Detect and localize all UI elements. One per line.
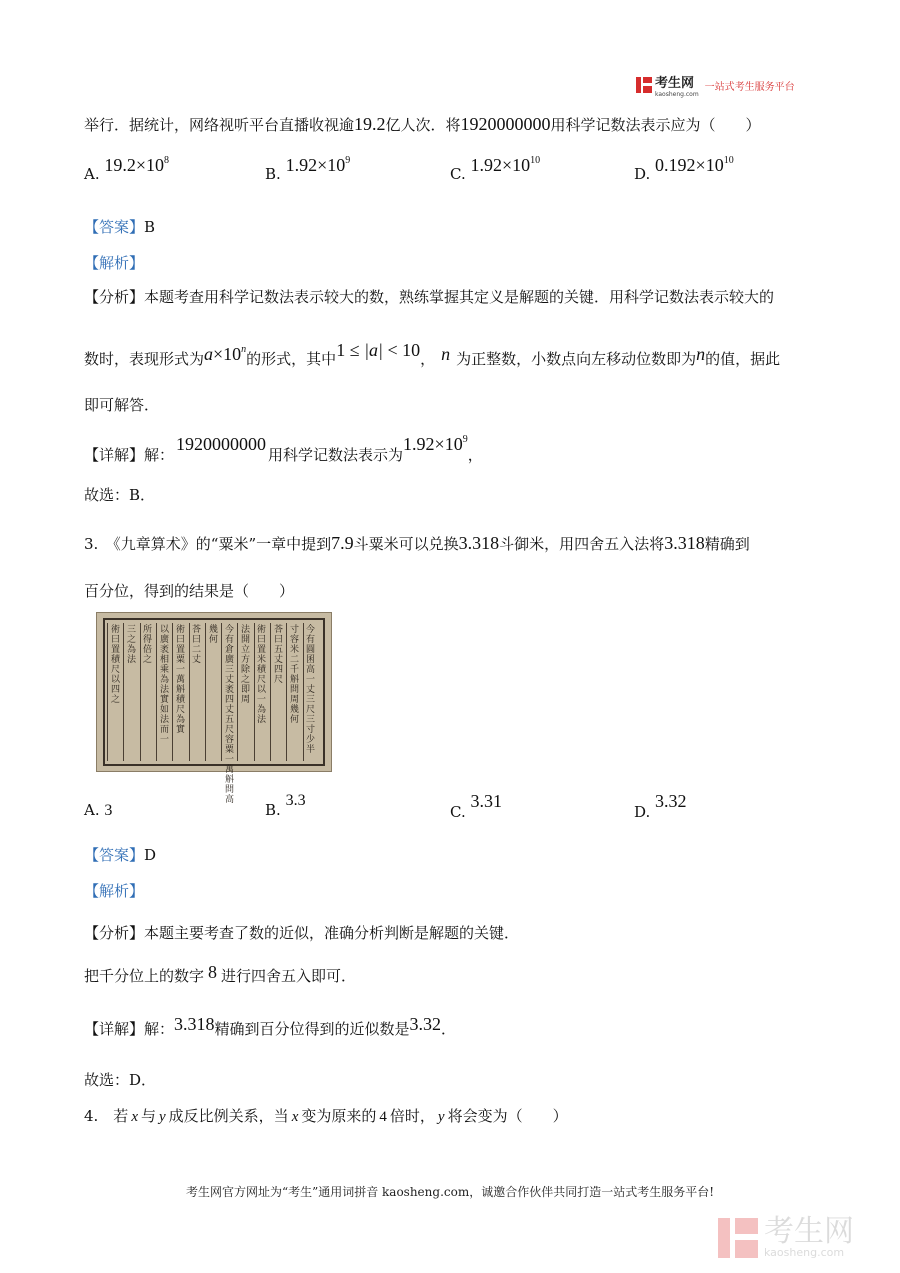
fenxi-text: 为正整数，小数点向左移动位数即为 (456, 350, 697, 368)
q3-option-c (450, 791, 502, 822)
stem-text: 成反比例关系，当 (168, 1107, 289, 1125)
book-column-text: 幾何 (209, 625, 219, 645)
book-column-text: 今有倉廣三丈袤四丈五尺容粟一萬斛問高 (225, 625, 235, 805)
stem-text: 与 (140, 1107, 156, 1125)
q3-fenxi (84, 923, 519, 943)
watermark-domain: kaosheng.com (764, 1246, 845, 1259)
fenxi-text: 本题考查用科学记数法表示较大的数，熟练掌握其定义是解题的关键．用科学记数法表示较大的 (144, 288, 775, 306)
book-column-rule (156, 623, 157, 761)
book-column-text: 今有圓囷高一丈三尺三寸少半 (306, 625, 316, 755)
option-letter: D. (634, 803, 651, 821)
book-column-rule (107, 623, 108, 761)
book-column-text: 以廣袤相乘為法實如法而一 (160, 625, 170, 745)
q3-fenxi2 (84, 962, 357, 986)
book-column-text: 荅曰五丈四尺 (274, 625, 284, 685)
q2-stem-num-2: 1920000000 (460, 114, 551, 134)
fenxi-text: 把千分位上的数字 (84, 967, 205, 985)
book-column-text: 三之為法 (127, 625, 137, 665)
detail-result: 1.92×10 (403, 434, 463, 454)
math-y: y (159, 1109, 166, 1125)
fenxi-number: 8 (208, 962, 218, 982)
math-ineq-left: 1 ≤ (336, 340, 365, 360)
book-column-rule (189, 623, 190, 761)
stem-text: 4. 若 (84, 1107, 129, 1125)
q2-option-b (265, 155, 351, 184)
stem-text: 倍时， (389, 1107, 435, 1125)
q3-choose: 故选：D． (84, 1071, 157, 1089)
q2-detail (84, 434, 483, 465)
stem-text: 3. 《九章算术》的“粟米”一章中提到 (84, 535, 332, 553)
detail-exponent: 9 (462, 434, 468, 445)
fenxi-text: 本题主要考查了数的近似，准确分析判断是解题的关键． (144, 924, 520, 942)
logo-name: 考生网 (655, 76, 695, 91)
fenxi-text: 进行四舍五入即可． (221, 967, 357, 985)
book-column-text: 法開立方除之即周 (241, 625, 251, 705)
option-value: 0.192×10 (655, 155, 724, 175)
stem-number: 4 (379, 1109, 387, 1125)
q3-option-b (265, 792, 306, 820)
detail-text: 精确到百分位得到的近似数是 (214, 1020, 410, 1038)
q2-option-c (450, 155, 541, 184)
q3-option-d (634, 791, 687, 822)
math-a: a (204, 344, 214, 364)
book-column-rule (140, 623, 141, 761)
watermark (718, 1216, 854, 1260)
answer-tag: 【答案】 (84, 846, 145, 864)
header-logo (636, 74, 795, 96)
option-exponent: 10 (723, 155, 734, 166)
math-ineq-right: < 10 (382, 340, 421, 360)
answer-value: B (144, 218, 156, 236)
kaosheng-watermark-icon (718, 1218, 758, 1258)
option-letter: C. (450, 165, 466, 183)
q2-fenxi-line2 (84, 340, 781, 369)
book-column-text: 術曰置米積尺以一為法 (257, 625, 267, 725)
logo-domain: kaosheng.com (655, 91, 699, 98)
book-column-rule (254, 623, 255, 761)
book-column-rule (237, 623, 238, 761)
stem-number: 7.9 (331, 533, 354, 553)
answer-value: D (144, 846, 157, 864)
book-column-rule (205, 623, 206, 761)
option-exponent: 10 (530, 155, 541, 166)
q3-stem-line2: 百分位，得到的结果是（ ） (84, 582, 295, 600)
option-value: 3.32 (655, 791, 687, 811)
option-value: 19.2×10 (104, 155, 165, 175)
book-column-rule (123, 623, 124, 761)
q2-stem-text-3: 用科学记数法表示应为（ ） (550, 116, 761, 134)
fenxi-text: 数时，表现形式为 (84, 350, 205, 368)
q2-stem-num-1: 19.2 (354, 114, 386, 134)
q2-fenxi-line3: 即可解答． (84, 396, 160, 414)
option-letter: A. (84, 801, 100, 819)
option-letter: B. (265, 165, 281, 183)
book-column-rule (221, 623, 222, 761)
q2-fenxi-line1 (84, 287, 774, 307)
q4-stem (84, 1106, 568, 1127)
math-n: n (241, 344, 247, 355)
book-column-rule (172, 623, 173, 761)
q3-detail (84, 1014, 457, 1039)
math-y: y (437, 1109, 445, 1125)
option-exponent: 8 (164, 155, 170, 166)
stem-text: 变为原来的 (301, 1107, 377, 1125)
q3-analysis-tag: 【解析】 (84, 882, 145, 900)
kaosheng-logo-icon (636, 77, 652, 93)
stem-number: 3.318 (664, 533, 705, 553)
fenxi-tag: 【分析】 (84, 924, 145, 942)
q2-analysis-tag: 【解析】 (84, 254, 145, 272)
logo-slogan: 一站式考生服务平台 (704, 81, 795, 93)
book-column-text: 所得倍之 (143, 625, 153, 665)
book-column-text: 術曰置粟一萬斛積尺為實 (176, 625, 186, 735)
stem-text: 斗御米，用四舍五入法将 (499, 535, 665, 553)
detail-tag: 【详解】 (84, 446, 145, 464)
stem-text: 将会变为（ ） (447, 1107, 568, 1125)
detail-tag: 【详解】 (84, 1020, 145, 1038)
option-value: 1.92×10 (470, 155, 531, 175)
stem-number: 3.318 (458, 533, 500, 553)
math-x: x (291, 1109, 299, 1125)
option-letter: A. (84, 165, 100, 183)
option-letter: C. (450, 803, 466, 821)
detail-text: ， (467, 446, 483, 464)
option-value: 1.92×10 (285, 155, 346, 175)
q2-option-d (634, 155, 734, 184)
option-exponent: 9 (345, 155, 351, 166)
math-n: n (696, 344, 706, 364)
option-value: 3.3 (285, 792, 306, 809)
footer-text: 考生网官方网址为“考生”通用词拼音 kaosheng.com，诚邀合作伙伴共同打造一站式考生服务平台! (185, 1185, 715, 1199)
book-column-rule (286, 623, 287, 761)
q2-stem-text-1: 举行．据统计，网络视听平台直播收视逾 (84, 116, 355, 134)
watermark-name: 考生网 (764, 1214, 854, 1249)
stem-text: 精确到 (704, 535, 750, 553)
q2-stem (84, 114, 761, 135)
option-letter: D. (634, 165, 651, 183)
book-column-rule (270, 623, 271, 761)
detail-number: 3.318 (174, 1014, 215, 1034)
detail-text: ． (441, 1020, 457, 1038)
q2-stem-text-2: 亿人次．将 (385, 116, 461, 134)
detail-text: 解： (144, 1020, 175, 1038)
stem-text: 斗粟米可以兑换 (353, 535, 459, 553)
q3-stem-line1 (84, 533, 750, 554)
math-x10: ×10 (213, 344, 242, 364)
detail-number: 3.32 (409, 1014, 442, 1034)
detail-text: 用科学记数法表示为 (268, 446, 404, 464)
fenxi-text: 的值，据此 (705, 350, 781, 368)
math-x: x (131, 1109, 138, 1125)
q3-answer (84, 845, 156, 865)
book-column-text: 術曰置積尺以四之 (111, 625, 121, 705)
q2-answer (84, 217, 155, 237)
answer-tag: 【答案】 (84, 218, 145, 236)
book-column-text: 荅曰二丈 (192, 625, 202, 665)
book-column-text: 寸容米二千斛問周幾何 (290, 625, 300, 725)
fenxi-text: 的形式，其中 (246, 350, 337, 368)
q2-choose: 故选：B． (84, 486, 156, 504)
fenxi-text: ， (420, 350, 436, 368)
fenxi-tag: 【分析】 (84, 288, 145, 306)
option-value: 3 (104, 802, 113, 819)
detail-text: 解： (144, 446, 175, 464)
q2-option-a (84, 155, 170, 184)
math-abs-a: |a| (364, 340, 383, 360)
detail-number: 1920000000 (176, 434, 267, 454)
q3-option-a (84, 801, 112, 820)
option-letter: B. (265, 801, 281, 819)
option-value: 3.31 (470, 791, 502, 811)
book-column-rule (303, 623, 304, 761)
math-n: n (441, 344, 451, 364)
